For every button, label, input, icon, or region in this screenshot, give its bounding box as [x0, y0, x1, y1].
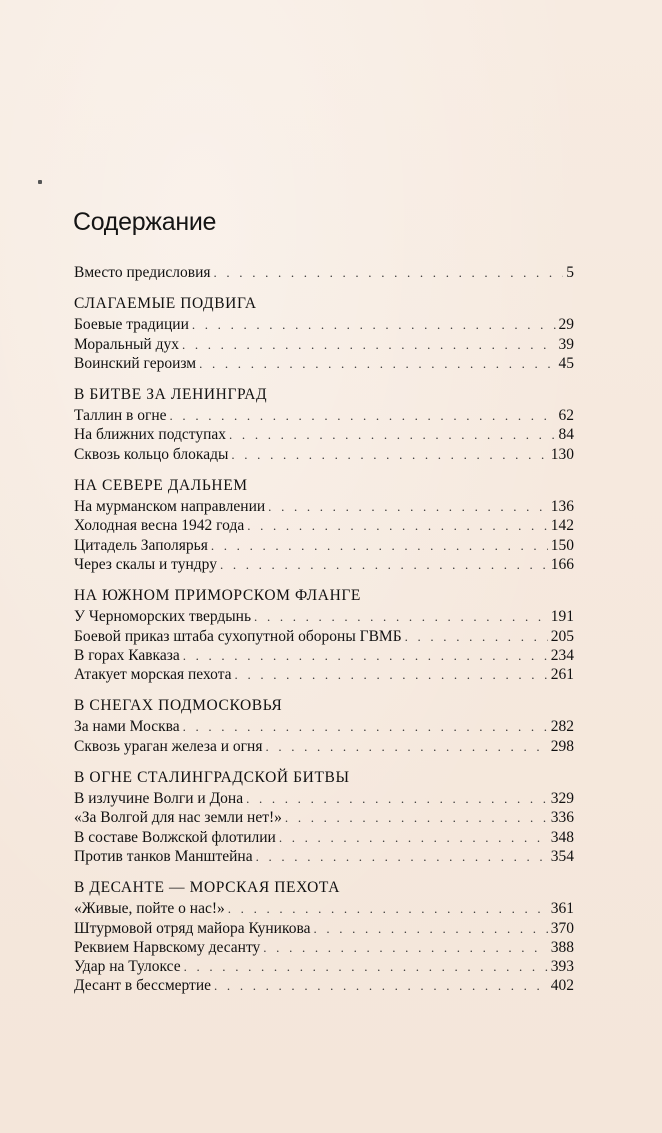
toc-entry: [74, 555, 574, 574]
toc-entry: [74, 665, 574, 684]
toc-entry: [74, 899, 574, 918]
toc-entry-title: Цитадель Заполярья: [74, 536, 208, 554]
toc-entry-page: 130: [550, 445, 574, 463]
toc-section: [74, 294, 574, 373]
toc-entry-title: В горах Кавказа: [74, 646, 180, 664]
dot-leader: [256, 847, 548, 866]
toc-entry: [74, 425, 574, 444]
toc-entry: [74, 406, 574, 425]
toc-entry-title: Боевые традиции: [74, 316, 189, 334]
toc-entry-page: 261: [550, 666, 574, 684]
toc-entry-page: 298: [550, 737, 574, 755]
print-speck: [38, 180, 42, 184]
toc-entry-title: У Черноморских твердынь: [74, 608, 252, 626]
dot-leader: [235, 665, 548, 684]
section-heading: СЛАГАЕМЫЕ ПОДВИГА: [74, 295, 257, 313]
dot-leader: [192, 315, 556, 334]
table-of-contents: [74, 263, 574, 996]
toc-entry-page: 205: [550, 627, 574, 645]
dot-leader: [263, 938, 547, 957]
dot-leader: [279, 828, 548, 847]
dot-leader: [268, 497, 548, 516]
dot-leader: [265, 737, 547, 756]
toc-entry-page: 191: [550, 608, 574, 626]
toc-section: [74, 385, 574, 464]
dot-leader: [214, 263, 564, 282]
toc-entry: [74, 646, 574, 665]
toc-entry-title: На ближних подступах: [74, 426, 227, 444]
toc-entry-title: В излучине Волги и Дона: [74, 790, 244, 808]
toc-entry-title: Удар на Тулоксе: [74, 958, 181, 976]
toc-entry-page: 29: [558, 316, 574, 334]
toc-section: [74, 696, 574, 756]
toc-entry: [74, 315, 574, 334]
toc-entry-page: 166: [550, 555, 574, 573]
toc-entry-page: 136: [550, 498, 574, 516]
toc-entry-title: Сквозь кольцо блокады: [74, 445, 229, 463]
toc-entry-title: Холодная весна 1942 года: [74, 517, 245, 535]
toc-entry: [74, 828, 574, 847]
toc-entry-page: 393: [550, 958, 574, 976]
toc-entry-title: Реквием Нарвскому десанту: [74, 938, 261, 956]
toc-entry: [74, 957, 574, 976]
toc-entry-page: 329: [550, 790, 574, 808]
toc-entry: [74, 497, 574, 516]
toc-entry-title: Вместо предисловия: [74, 264, 211, 281]
toc-entry-title: За нами Москва: [74, 718, 180, 736]
toc-entry-page: 336: [550, 809, 574, 827]
dot-leader: [199, 354, 555, 373]
toc-entry-page: 282: [550, 718, 574, 736]
toc-entry: [74, 919, 574, 938]
dot-leader: [214, 976, 548, 995]
toc-entry-title: Боевой приказ штаба сухопутной обороны ГВМБ: [74, 627, 402, 645]
toc-entry-page: 142: [550, 517, 574, 535]
toc-entry-title: Таллин в огне: [74, 407, 167, 425]
toc-entry: [74, 536, 574, 555]
dot-leader: [183, 717, 548, 736]
toc-entry-page: 150: [550, 536, 574, 554]
dot-leader: [246, 789, 548, 808]
toc-entry-page: 402: [550, 977, 574, 995]
dot-leader: [229, 425, 555, 444]
toc-entry-title: Десант в бессмертие: [74, 977, 212, 995]
toc-entry-page: 84: [558, 426, 574, 444]
dot-leader: [220, 555, 548, 574]
toc-entry: [74, 445, 574, 464]
toc-entry-title: «За Волгой для нас земли нет!»: [74, 809, 282, 827]
toc-entry-title: Воинский героизм: [74, 354, 197, 372]
toc-entry-title: В составе Волжской флотилии: [74, 828, 276, 846]
dot-leader: [285, 808, 548, 827]
section-heading: НА ЮЖНОМ ПРИМОРСКОМ ФЛАНГЕ: [74, 587, 361, 605]
toc-entry: [74, 354, 574, 373]
section-heading: В ДЕСАНТЕ — МОРСКАЯ ПЕХОТА: [74, 879, 341, 897]
toc-entry: [74, 789, 574, 808]
page-title: Содержание: [73, 208, 217, 236]
toc-entry-title: «Живые, пойте о нас!»: [74, 900, 225, 918]
section-heading: В СНЕГАХ ПОДМОСКОВЬЯ: [74, 697, 283, 715]
toc-entry-intro: [74, 263, 574, 282]
toc-section: [74, 768, 574, 866]
toc-entry-title: На мурманском направлении: [74, 498, 266, 516]
toc-entry-page: 370: [550, 919, 574, 937]
toc-entry-page: 45: [558, 354, 574, 372]
toc-entry: [74, 607, 574, 626]
toc-entry-page: 354: [550, 847, 574, 865]
dot-leader: [313, 919, 547, 938]
toc-entry-page: 348: [550, 828, 574, 846]
dot-leader: [183, 646, 548, 665]
toc-entry: [74, 717, 574, 736]
dot-leader: [247, 516, 548, 535]
toc-entry: [74, 976, 574, 995]
toc-section: [74, 476, 574, 574]
dot-leader: [228, 899, 548, 918]
toc-entry-page: 361: [550, 900, 574, 918]
toc-entry: [74, 808, 574, 827]
dot-leader: [254, 607, 548, 626]
section-heading: НА СЕВЕРЕ ДАЛЬНЕМ: [74, 477, 248, 495]
toc-entry-page: 39: [558, 335, 574, 353]
toc-section: [74, 586, 574, 684]
toc-entry: [74, 516, 574, 535]
toc-entry-page: 62: [558, 407, 574, 425]
toc-entry-page: 234: [550, 646, 574, 664]
section-heading: В БИТВЕ ЗА ЛЕНИНГРАД: [74, 386, 268, 404]
toc-entry: [74, 938, 574, 957]
dot-leader: [405, 627, 548, 646]
dot-leader: [182, 335, 556, 354]
toc-entry-title: Сквозь ураган железа и огня: [74, 737, 263, 755]
toc-entry-title: Моральный дух: [74, 335, 179, 353]
dot-leader: [170, 406, 556, 425]
toc-entry-title: Штурмовой отряд майора Куникова: [74, 919, 311, 937]
toc-entry: [74, 737, 574, 756]
toc-entry-page: 388: [550, 938, 574, 956]
toc-entry: [74, 627, 574, 646]
toc-entry-title: Через скалы и тундру: [74, 555, 217, 573]
dot-leader: [184, 957, 548, 976]
toc-entry: [74, 335, 574, 354]
toc-entry: [74, 847, 574, 866]
dot-leader: [231, 445, 547, 464]
dot-leader: [211, 536, 548, 555]
toc-entry-title: Против танков Манштейна: [74, 847, 253, 865]
toc-section: [74, 878, 574, 995]
section-heading: В ОГНЕ СТАЛИНГРАДСКОЙ БИТВЫ: [74, 769, 350, 787]
toc-entry-title: Атакует морская пехота: [74, 666, 232, 684]
toc-entry-page: 5: [566, 264, 574, 281]
